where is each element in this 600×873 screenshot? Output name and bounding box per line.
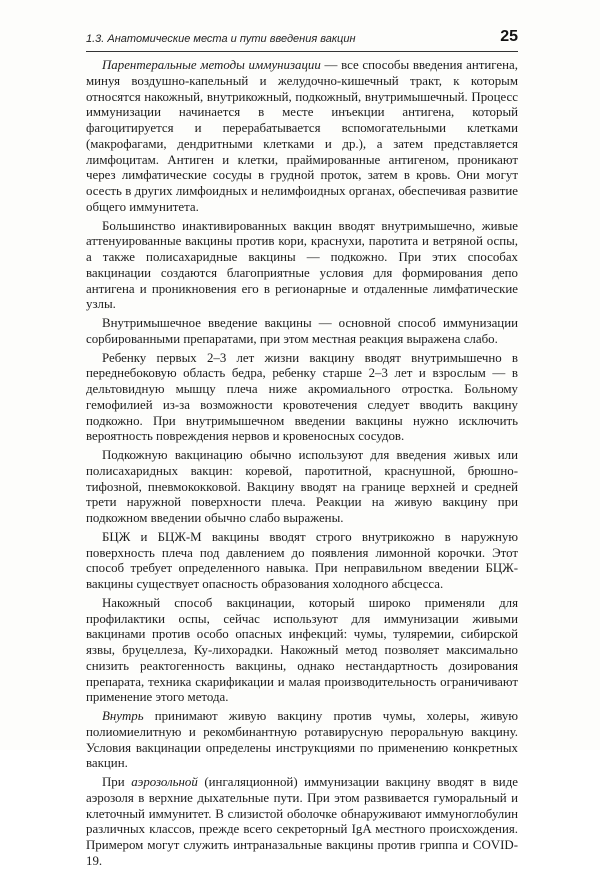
paragraph-text: — все способы введения антигена, минуя воздушно-капельный и желудочно-кишечный тракт, к которым относятся накожный, внутрикожный, подкожный, внутримышечный. Процесс иммунизации начинается в месте инъекции антигена, который фагоцитируется и перерабатывается вспомогательными клетками (макрофагами, дендритными клетками и др.), а затем представляется лимфоцитам. Антиген и клетки, праймированные антигеном, проникают через лимфатические сосуды в грудной проток, затем в кровь. Они могут осесть в других лимфоидных и нелимфоидных органах, обеспечивая развитие общего иммунитета. xyxy=(86,58,518,214)
paragraph-text: (ингаляционной) иммунизации вакцину вводят в виде аэрозоля в верхние дыхательные пути. При этом развивается гуморальный и клеточный иммунитет. В слизистой оболочке обнаруживают иммуноглобулин различных классов, прежде всего секреторный IgA местного происхождения. Примером могут служить интраназальные вакцины против гриппа и COVID-19. xyxy=(86,775,518,868)
paragraph-text: Внутримышечное введение вакцины — основной способ иммунизации сорбированными препаратами, при этом местная реакция выражена слабо. xyxy=(86,316,518,346)
paragraph-text: Накожный способ вакцинации, который широко применяли для профилактики оспы, сейчас используют для иммунизации живыми вакцинами против особо опасных инфекций: чумы, туляремии, сибирской язвы, бруцеллеза, Ку-лихорадки. Накожный метод позволяет максимально снизить реактогенность вакцины, однако нестандартность дозирования препарата, техника скарификации и малая производительность ограничивают применение этого метода. xyxy=(86,595,518,705)
paragraph-text: БЦЖ и БЦЖ-М вакцины вводят строго внутрикожно в наружную поверхность плеча под давлением до появления лимонной корочки. Этот способ требует определенного навыка. При неправильном введении БЦЖ-вакцины существует опасность образования холодного абсцесса. xyxy=(86,529,518,591)
term-parenteral-methods: Парентеральные методы иммунизации xyxy=(102,58,321,72)
paragraph-text: Подкожную вакцинацию обычно используют для введения живых или полисахаридных вакцин: коревой, паротитной, краснушной, брюшно-тифозной, пневмококковой. Вакцину вводят на границе верхней и средней трети наружной поверхности плеча. Реакции на живую вакцину при подкожном введении обычно слабо выражены. xyxy=(86,448,518,525)
paragraph-children-injection-site xyxy=(86,351,518,446)
paragraph-parenteral-methods xyxy=(86,58,518,216)
term-aerosol: аэрозольной xyxy=(131,775,198,789)
paragraph-oral xyxy=(86,709,518,772)
running-header xyxy=(86,16,518,52)
section-title: 1.3. Анатомические места и пути введения вакцин xyxy=(86,33,356,45)
term-oral: Внутрь xyxy=(102,709,144,723)
paragraph-text: Большинство инактивированных вакцин вводят внутримышечно, живые аттенуированные вакцины против кори, краснухи, паротита и ветряной оспы, а также полисахаридные вакцины — подкожно. При этих способах вакцинации создаются благоприятные условия для формирования депо антигена и проникновения его в регионарные и отдаленные лимфатические узлы. xyxy=(86,218,518,312)
paragraph-inactivated-vaccines xyxy=(86,219,518,314)
paragraph-intramuscular xyxy=(86,316,518,348)
paragraph-bcg-intradermal xyxy=(86,530,518,593)
page-number: 25 xyxy=(500,28,518,45)
body-text xyxy=(86,58,518,873)
paragraph-aerosol xyxy=(86,775,518,870)
paragraph-subcutaneous xyxy=(86,448,518,527)
paragraph-text: принимают живую вакцину против чумы, холеры, живую полиомиелитную и рекомбинантную ротавирусную пероральную вакцину. Условия вакцинации определены инструкциями по применению конкретных вакцин. xyxy=(86,709,518,771)
paragraph-cutaneous xyxy=(86,596,518,706)
paragraph-text: Ребенку первых 2–3 лет жизни вакцину вводят внутримышечно в переднебоковую область бедра, ребенку старше 2–3 лет и взрослым — в дельтовидную мышцу плеча ниже акромиального отростка. Больному гемофилией из-за возможности кровотечения следует вводить вакцину подкожно. При внутримышечном введении вакцины нужно исключить вероятность повреждения нервов и кровеносных сосудов. xyxy=(86,350,518,444)
paragraph-prefix: При xyxy=(102,775,132,789)
